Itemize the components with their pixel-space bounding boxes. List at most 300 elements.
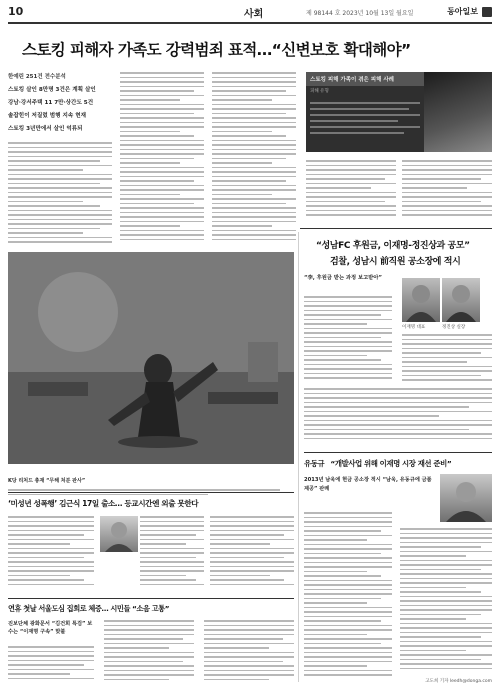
body-text-col5: [402, 160, 492, 220]
text-line: [120, 86, 204, 88]
text-line: [120, 153, 204, 155]
text-line: [104, 661, 183, 663]
text-line: [212, 158, 286, 160]
text-line: [210, 539, 294, 541]
text-line: [8, 205, 100, 207]
text-line: [304, 670, 392, 672]
bottom-right-rule: [304, 452, 492, 453]
text-line: [8, 646, 94, 648]
text-line: [120, 108, 204, 110]
text-line: [8, 160, 100, 162]
text-line: [140, 579, 196, 581]
text-line: [212, 135, 286, 137]
text-line: [304, 332, 392, 334]
text-line: [120, 198, 204, 200]
text-line: [8, 169, 83, 171]
text-line: [212, 221, 296, 223]
subhead: 솔잡힌이 저질렀 범행 지속 현재: [8, 113, 87, 119]
right-story-headline: 검찰, 성남시 前직원 공소장에 적시: [330, 257, 461, 267]
text-line: [104, 679, 169, 681]
text-line: [120, 162, 180, 164]
text-line: [104, 665, 194, 667]
text-line: [212, 234, 296, 236]
text-line: [104, 625, 194, 627]
text-line: [8, 673, 70, 675]
text-line: [8, 584, 94, 586]
text-line: [104, 629, 194, 631]
text-line: [212, 185, 296, 187]
text-line: [120, 144, 204, 146]
text-line: [400, 591, 481, 593]
text-line: [8, 210, 112, 212]
graphic-photo: [424, 72, 492, 152]
text-line: [104, 656, 194, 658]
text-line: [8, 525, 94, 527]
text-line: [306, 205, 396, 207]
text-line: [120, 194, 180, 196]
text-line: [212, 225, 272, 227]
text-line: [8, 156, 112, 158]
text-line: [402, 375, 481, 377]
text-line: [212, 198, 296, 200]
lower-left-col2: [140, 516, 204, 592]
text-line: [140, 561, 204, 563]
text-line: [402, 343, 492, 345]
text-line: [204, 670, 294, 672]
text-line: [402, 160, 492, 162]
text-line: [8, 543, 70, 545]
text-line: [8, 548, 94, 550]
text-line: [304, 521, 392, 523]
text-line: [104, 652, 194, 654]
text-line: [400, 641, 492, 643]
text-line: [212, 153, 296, 155]
text-line: [402, 210, 492, 212]
masthead-logo-icon: [482, 7, 492, 17]
text-line: [140, 525, 204, 527]
text-line: [210, 570, 294, 572]
portrait-lee: [402, 278, 440, 322]
text-line: [212, 212, 296, 214]
text-line: [400, 623, 492, 625]
page-number: 10: [8, 5, 24, 18]
text-line: [120, 216, 204, 218]
bottom-left-col2: [104, 620, 194, 684]
text-line: [140, 534, 196, 536]
text-line: [306, 174, 396, 176]
text-line: [402, 196, 492, 198]
text-line: [120, 99, 180, 101]
text-line: [400, 546, 481, 548]
text-line: [304, 580, 392, 582]
text-line: [212, 81, 296, 83]
text-line: [120, 77, 204, 79]
text-line: [8, 183, 100, 185]
text-line: [304, 562, 392, 564]
text-line: [204, 674, 294, 676]
text-line: [104, 670, 194, 672]
text-line: [120, 171, 204, 173]
text-line: [402, 334, 492, 336]
text-line: [120, 90, 194, 92]
text-line: [212, 162, 272, 164]
text-line: [8, 561, 94, 563]
text-line: [210, 552, 294, 554]
text-line: [212, 95, 296, 97]
text-line: [212, 216, 296, 218]
text-line: [8, 241, 112, 243]
text-line: [304, 557, 392, 559]
text-line: [304, 415, 439, 417]
text-line: [120, 72, 204, 74]
text-line: [120, 167, 204, 169]
text-line: [104, 634, 194, 636]
text-line: [304, 589, 392, 591]
body-text-col3: [212, 72, 296, 247]
text-line: [104, 643, 194, 645]
text-line: [402, 174, 492, 176]
text-line: [120, 239, 204, 241]
text-line: [306, 192, 396, 194]
text-line: [400, 618, 466, 620]
text-line: [210, 579, 284, 581]
text-line: [400, 555, 466, 557]
text-line: [212, 176, 296, 178]
subhead: 스토킹 3년만에서 살인 억류되: [8, 126, 83, 132]
text-line: [304, 411, 492, 413]
text-line: [120, 203, 194, 205]
text-line: [120, 81, 204, 83]
graphic-title: 스토킹 피해 가족이 겪은 피해 사례: [306, 72, 424, 86]
text-line: [140, 557, 196, 559]
text-line: [8, 201, 83, 203]
text-line: [400, 578, 492, 580]
text-line: [304, 397, 492, 399]
text-line: [120, 158, 194, 160]
text-line: [306, 201, 385, 203]
text-line: [400, 614, 481, 616]
text-line: [304, 512, 392, 514]
text-line: [304, 629, 392, 631]
graphic-rows: [310, 98, 420, 138]
bottom-right-col1: [304, 512, 392, 682]
text-line: [212, 140, 296, 142]
text-line: [402, 370, 492, 372]
text-line: [8, 655, 94, 657]
text-line: [400, 627, 492, 629]
text-line: [304, 665, 367, 667]
lower-left-photo: [100, 516, 138, 552]
text-line: [212, 122, 296, 124]
text-line: [8, 192, 112, 194]
text-line: [212, 239, 296, 241]
text-line: [120, 189, 204, 191]
text-line: [304, 368, 392, 370]
text-line: [400, 582, 492, 584]
text-line: [304, 584, 392, 586]
text-line: [304, 638, 392, 640]
text-line: [304, 319, 392, 321]
text-line: [8, 516, 94, 518]
text-line: [8, 214, 112, 216]
text-line: [212, 189, 296, 191]
text-line: [140, 530, 204, 532]
text-line: [8, 669, 94, 671]
text-line: [304, 566, 392, 568]
text-line: [304, 341, 392, 343]
column-divider: [298, 232, 299, 682]
portrait-caption-jeong: 정진상 실장: [442, 325, 466, 330]
bottom-left-col3: [204, 620, 294, 684]
text-line: [306, 169, 396, 171]
text-line: [402, 352, 481, 354]
text-line: [304, 424, 492, 426]
top-story-subheads: [8, 84, 112, 136]
text-line: [400, 654, 492, 656]
text-line: [120, 180, 194, 182]
text-line: [400, 650, 466, 652]
paper-name: 동아일보: [447, 7, 478, 16]
text-line: [8, 196, 112, 198]
text-line: [400, 600, 492, 602]
text-line: [212, 230, 296, 232]
text-line: [400, 659, 481, 661]
text-line: [304, 575, 381, 577]
text-line: [210, 534, 284, 536]
text-line: [120, 176, 204, 178]
text-line: [212, 144, 296, 146]
text-line: [120, 117, 204, 119]
text-line: [204, 661, 283, 663]
body-text-col4: [306, 160, 396, 220]
text-line: [204, 629, 294, 631]
text-line: [212, 131, 272, 133]
text-line: [304, 643, 381, 645]
text-line: [304, 602, 367, 604]
text-line: [304, 535, 392, 537]
text-line: [304, 388, 492, 390]
text-line: [120, 122, 204, 124]
text-line: [8, 228, 100, 230]
text-line: [304, 364, 392, 366]
text-line: [304, 301, 392, 303]
text-line: [8, 142, 112, 144]
text-line: [304, 373, 392, 375]
text-line: [402, 205, 492, 207]
text-line: [120, 95, 204, 97]
text-line: [210, 575, 270, 577]
text-line: [8, 530, 94, 532]
text-line: [304, 674, 392, 676]
text-line: [304, 310, 392, 312]
text-line: [8, 147, 112, 149]
lower-left-headline: ‘미성년 성폭행’ 김근식 17일 출소… 등교시간엔 외출 못한다: [8, 499, 199, 508]
text-line: [204, 652, 294, 654]
text-line: [8, 664, 84, 666]
lower-left-col3: [210, 516, 294, 592]
text-line: [306, 187, 371, 189]
text-line: [304, 296, 392, 298]
text-line: [304, 402, 492, 404]
text-line: [8, 566, 94, 568]
text-line: [8, 534, 84, 536]
text-line: [210, 548, 294, 550]
text-line: [212, 126, 296, 128]
bottom-right-headline: [304, 458, 492, 469]
text-line: [204, 625, 294, 627]
text-line: [212, 171, 296, 173]
top-story-headline: 스토킹 피해자 가족도 강력범죄 표적…“신변보호 확대해야”: [22, 41, 411, 59]
text-line: [306, 214, 396, 216]
text-line: [8, 557, 84, 559]
text-line: [400, 596, 492, 598]
subhead: 강남·강서주택 11 7만·상간도 5건: [8, 100, 94, 106]
text-line: [8, 237, 112, 239]
news-photo: [8, 252, 294, 464]
text-line: [304, 420, 492, 422]
text-line: [140, 543, 186, 545]
text-line: [400, 573, 492, 575]
right-story-kicker: “성남FC 후원금, 이재명-정진상과 공모”: [316, 241, 470, 251]
text-line: [400, 609, 492, 611]
text-line: [400, 528, 492, 530]
text-line: [120, 230, 204, 232]
text-line: [400, 560, 492, 562]
text-line: [402, 366, 492, 368]
text-line: [212, 72, 296, 74]
bottom-right-photo: [440, 474, 492, 522]
text-line: [306, 165, 396, 167]
text-line: [8, 678, 94, 680]
issue-info: 제 98144 호 2023년 10월 13일 월요일: [306, 10, 414, 17]
text-line: [8, 552, 94, 554]
text-line: [402, 192, 492, 194]
text-line: [120, 212, 204, 214]
text-line: [304, 607, 392, 609]
text-line: [120, 104, 204, 106]
text-line: [212, 194, 272, 196]
graphic-stats-label: 피해 유형: [310, 89, 329, 94]
text-line: [304, 526, 392, 528]
text-line: [400, 564, 492, 566]
text-line: [8, 187, 112, 189]
text-line: [120, 131, 180, 133]
bottom-right-pullquote: 2013년 남욱에 현금 공소장 적시 “남욱, 유동규에 금품 제공” 판례: [304, 477, 432, 492]
text-line: [402, 214, 492, 216]
photo-caption-title: K당 리처드 총재 “무해 처분 판사”: [8, 478, 86, 484]
text-line: [304, 611, 392, 613]
text-line: [402, 357, 492, 359]
text-line: [120, 207, 204, 209]
text-line: [306, 178, 385, 180]
text-line: [140, 521, 204, 523]
text-line: [400, 663, 492, 665]
text-line: [120, 113, 194, 115]
bottom-left-col1: [8, 646, 94, 684]
text-line: [402, 379, 492, 381]
text-line: [306, 210, 396, 212]
text-line: [212, 113, 286, 115]
text-line: [140, 566, 204, 568]
text-line: [212, 104, 296, 106]
text-line: [304, 438, 492, 440]
text-line: [402, 361, 467, 363]
section-divider-right: [300, 228, 492, 229]
text-line: [140, 548, 204, 550]
text-line: [400, 587, 466, 589]
text-line: [304, 323, 367, 325]
text-line: [402, 201, 481, 203]
text-line: [120, 221, 204, 223]
text-line: [304, 616, 392, 618]
text-line: [402, 165, 492, 167]
bottom-left-rule: [8, 598, 294, 599]
body-text-col2: [120, 72, 204, 247]
photo-caption: [8, 467, 294, 495]
text-line: [304, 625, 392, 627]
text-line: [120, 140, 204, 142]
text-line: [210, 561, 294, 563]
text-line: [304, 656, 392, 658]
text-line: [204, 643, 294, 645]
text-line: [304, 652, 392, 654]
text-line: [140, 575, 186, 577]
text-line: [120, 135, 194, 137]
text-line: [212, 77, 296, 79]
footer-credit: 고도희 기자 leedh@donga.com: [425, 679, 492, 684]
text-line: [402, 183, 492, 185]
masthead: [8, 4, 492, 24]
text-line: [210, 521, 294, 523]
text-line: [304, 406, 469, 408]
text-line: [402, 169, 492, 171]
text-line: [212, 90, 286, 92]
text-line: [304, 429, 469, 431]
bottom-right-col2: [400, 528, 492, 674]
text-line: [120, 126, 204, 128]
text-line: [8, 575, 70, 577]
text-line: [8, 539, 94, 541]
bottom-right-headline-text: “개발사업 위해 이재명 시장 재선 준비”: [330, 459, 452, 468]
text-line: [204, 679, 269, 681]
text-line: [212, 180, 286, 182]
right-story-col1b: [304, 388, 492, 444]
text-line: [306, 183, 396, 185]
text-line: [204, 638, 283, 640]
text-line: [400, 533, 492, 535]
text-line: [8, 178, 112, 180]
text-line: [304, 661, 392, 663]
text-line: [8, 151, 112, 153]
right-story-pullquote: “李, 후원금 받는 과정 보고받아”: [304, 275, 382, 281]
text-line: [204, 634, 294, 636]
text-line: [304, 553, 381, 555]
right-story-col1: [304, 296, 392, 382]
text-line: [120, 234, 204, 236]
text-line: [8, 570, 94, 572]
text-line: [304, 571, 367, 573]
text-line: [104, 638, 183, 640]
text-line: [304, 620, 381, 622]
text-line: [304, 598, 381, 600]
text-line: [304, 544, 392, 546]
text-line: [304, 337, 381, 339]
text-line: [8, 219, 112, 221]
text-line: [304, 517, 392, 519]
text-line: [210, 530, 294, 532]
text-line: [104, 674, 194, 676]
text-line: [120, 225, 180, 227]
